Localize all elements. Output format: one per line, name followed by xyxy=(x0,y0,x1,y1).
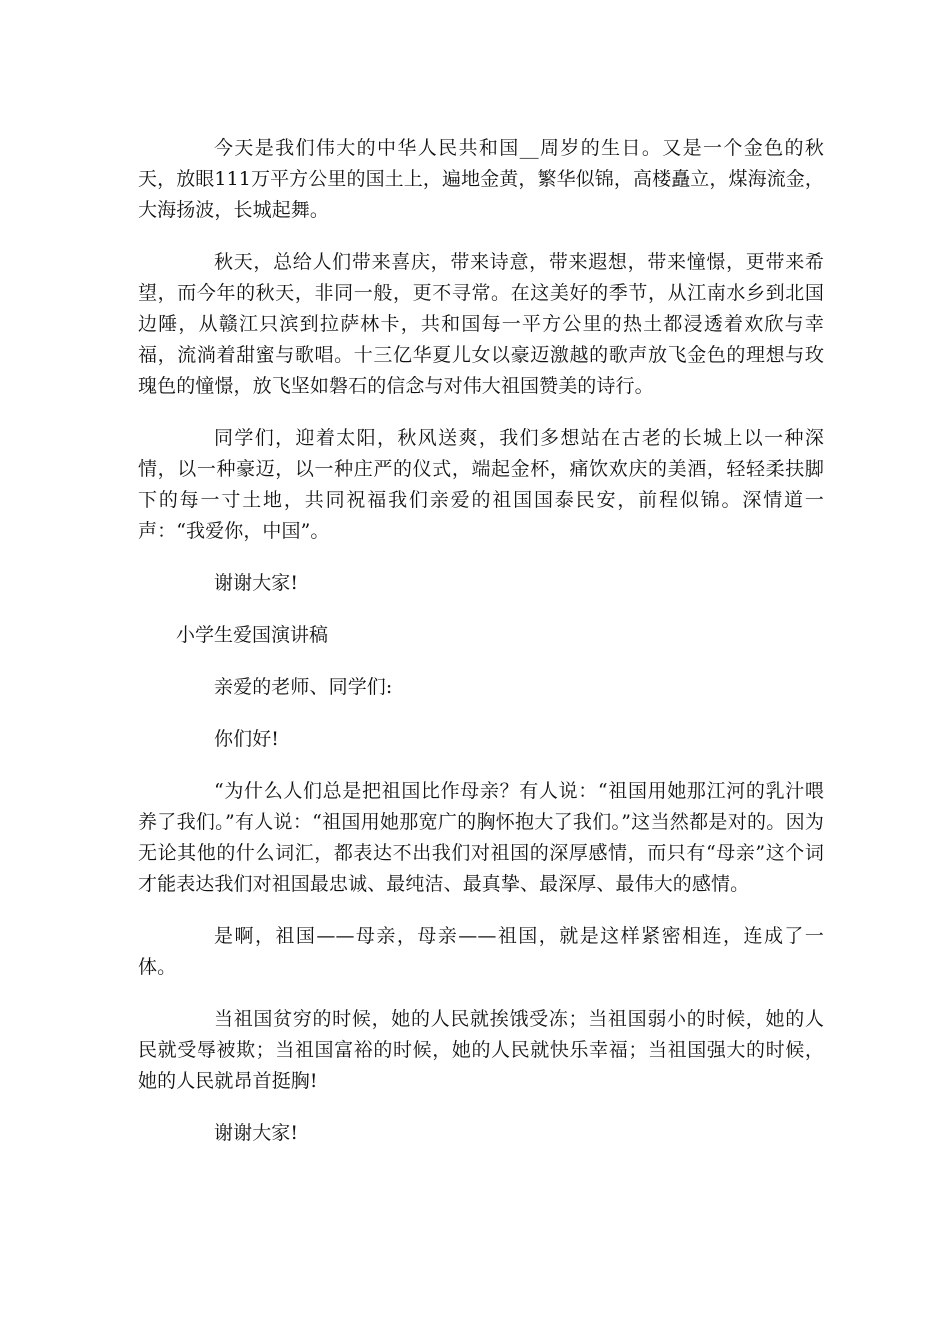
paragraph-mother: “为什么人们总是把祖国比作母亲？有人说：“祖国用她那江河的乳汁喂养了我们。”有人说：“祖国用她那宽广的胸怀抱大了我们。”这当然都是对的。因为无论其他的什么词汇，都表达不出我们对祖国的深厚感情，而只有“母亲”这个词才能表达我们对祖国最忠诚、最纯洁、最真挚、最深厚、最伟大的感情。 xyxy=(138,780,824,895)
document-page xyxy=(138,133,824,1170)
paragraph-greeting: 亲爱的老师、同学们: xyxy=(214,676,393,698)
paragraph-hello: 你们好! xyxy=(214,728,280,750)
section-title: 小学生爱国演讲稿 xyxy=(176,624,329,646)
paragraph-classmates: 同学们，迎着太阳，秋风送爽，我们多想站在古老的长城上以一种深情，以一种豪迈，以一种庄严的仪式，端起金杯，痛饮欢庆的美酒，轻轻柔扶脚下的每一寸土地，共同祝福我们亲爱的祖国国泰民安，前程似锦。深情道一声：“我爱你，中国”。 xyxy=(138,427,824,542)
paragraph-thanks-2: 谢谢大家! xyxy=(214,1122,299,1144)
paragraph-birthday: 今天是我们伟大的中华人民共和国__周岁的生日。又是一个金色的秋天，放眼111万平方公里的国土上，遍地金黄，繁华似锦，高楼矗立，煤海流金，大海扬波，长城起舞。 xyxy=(138,137,824,221)
paragraph-people: 当祖国贫穷的时候，她的人民就挨饿受冻；当祖国弱小的时候，她的人民就受辱被欺；当祖国富裕的时候，她的人民就快乐幸福；当祖国强大的时候，她的人民就昂首挺胸! xyxy=(138,1008,824,1092)
paragraph-thanks-1: 谢谢大家! xyxy=(214,572,299,594)
paragraph-autumn: 秋天，总给人们带来喜庆，带来诗意，带来遐想，带来憧憬，更带来希望，而今年的秋天，非同一般，更不寻常。在这美好的季节，从江南水乡到北国边陲，从赣江只滨到拉萨林卡，共和国每一平方公里的热土都浸透着欢欣与幸福，流淌着甜蜜与歌唱。十三亿华夏儿女以豪迈激越的歌声放飞金色的理想与玫瑰色的憧憬，放飞坚如磐石的信念与对伟大祖国赞美的诗行。 xyxy=(138,251,824,397)
paragraph-motherland: 是啊，祖国——母亲，母亲——祖国，就是这样紧密相连，连成了一体。 xyxy=(138,925,824,978)
